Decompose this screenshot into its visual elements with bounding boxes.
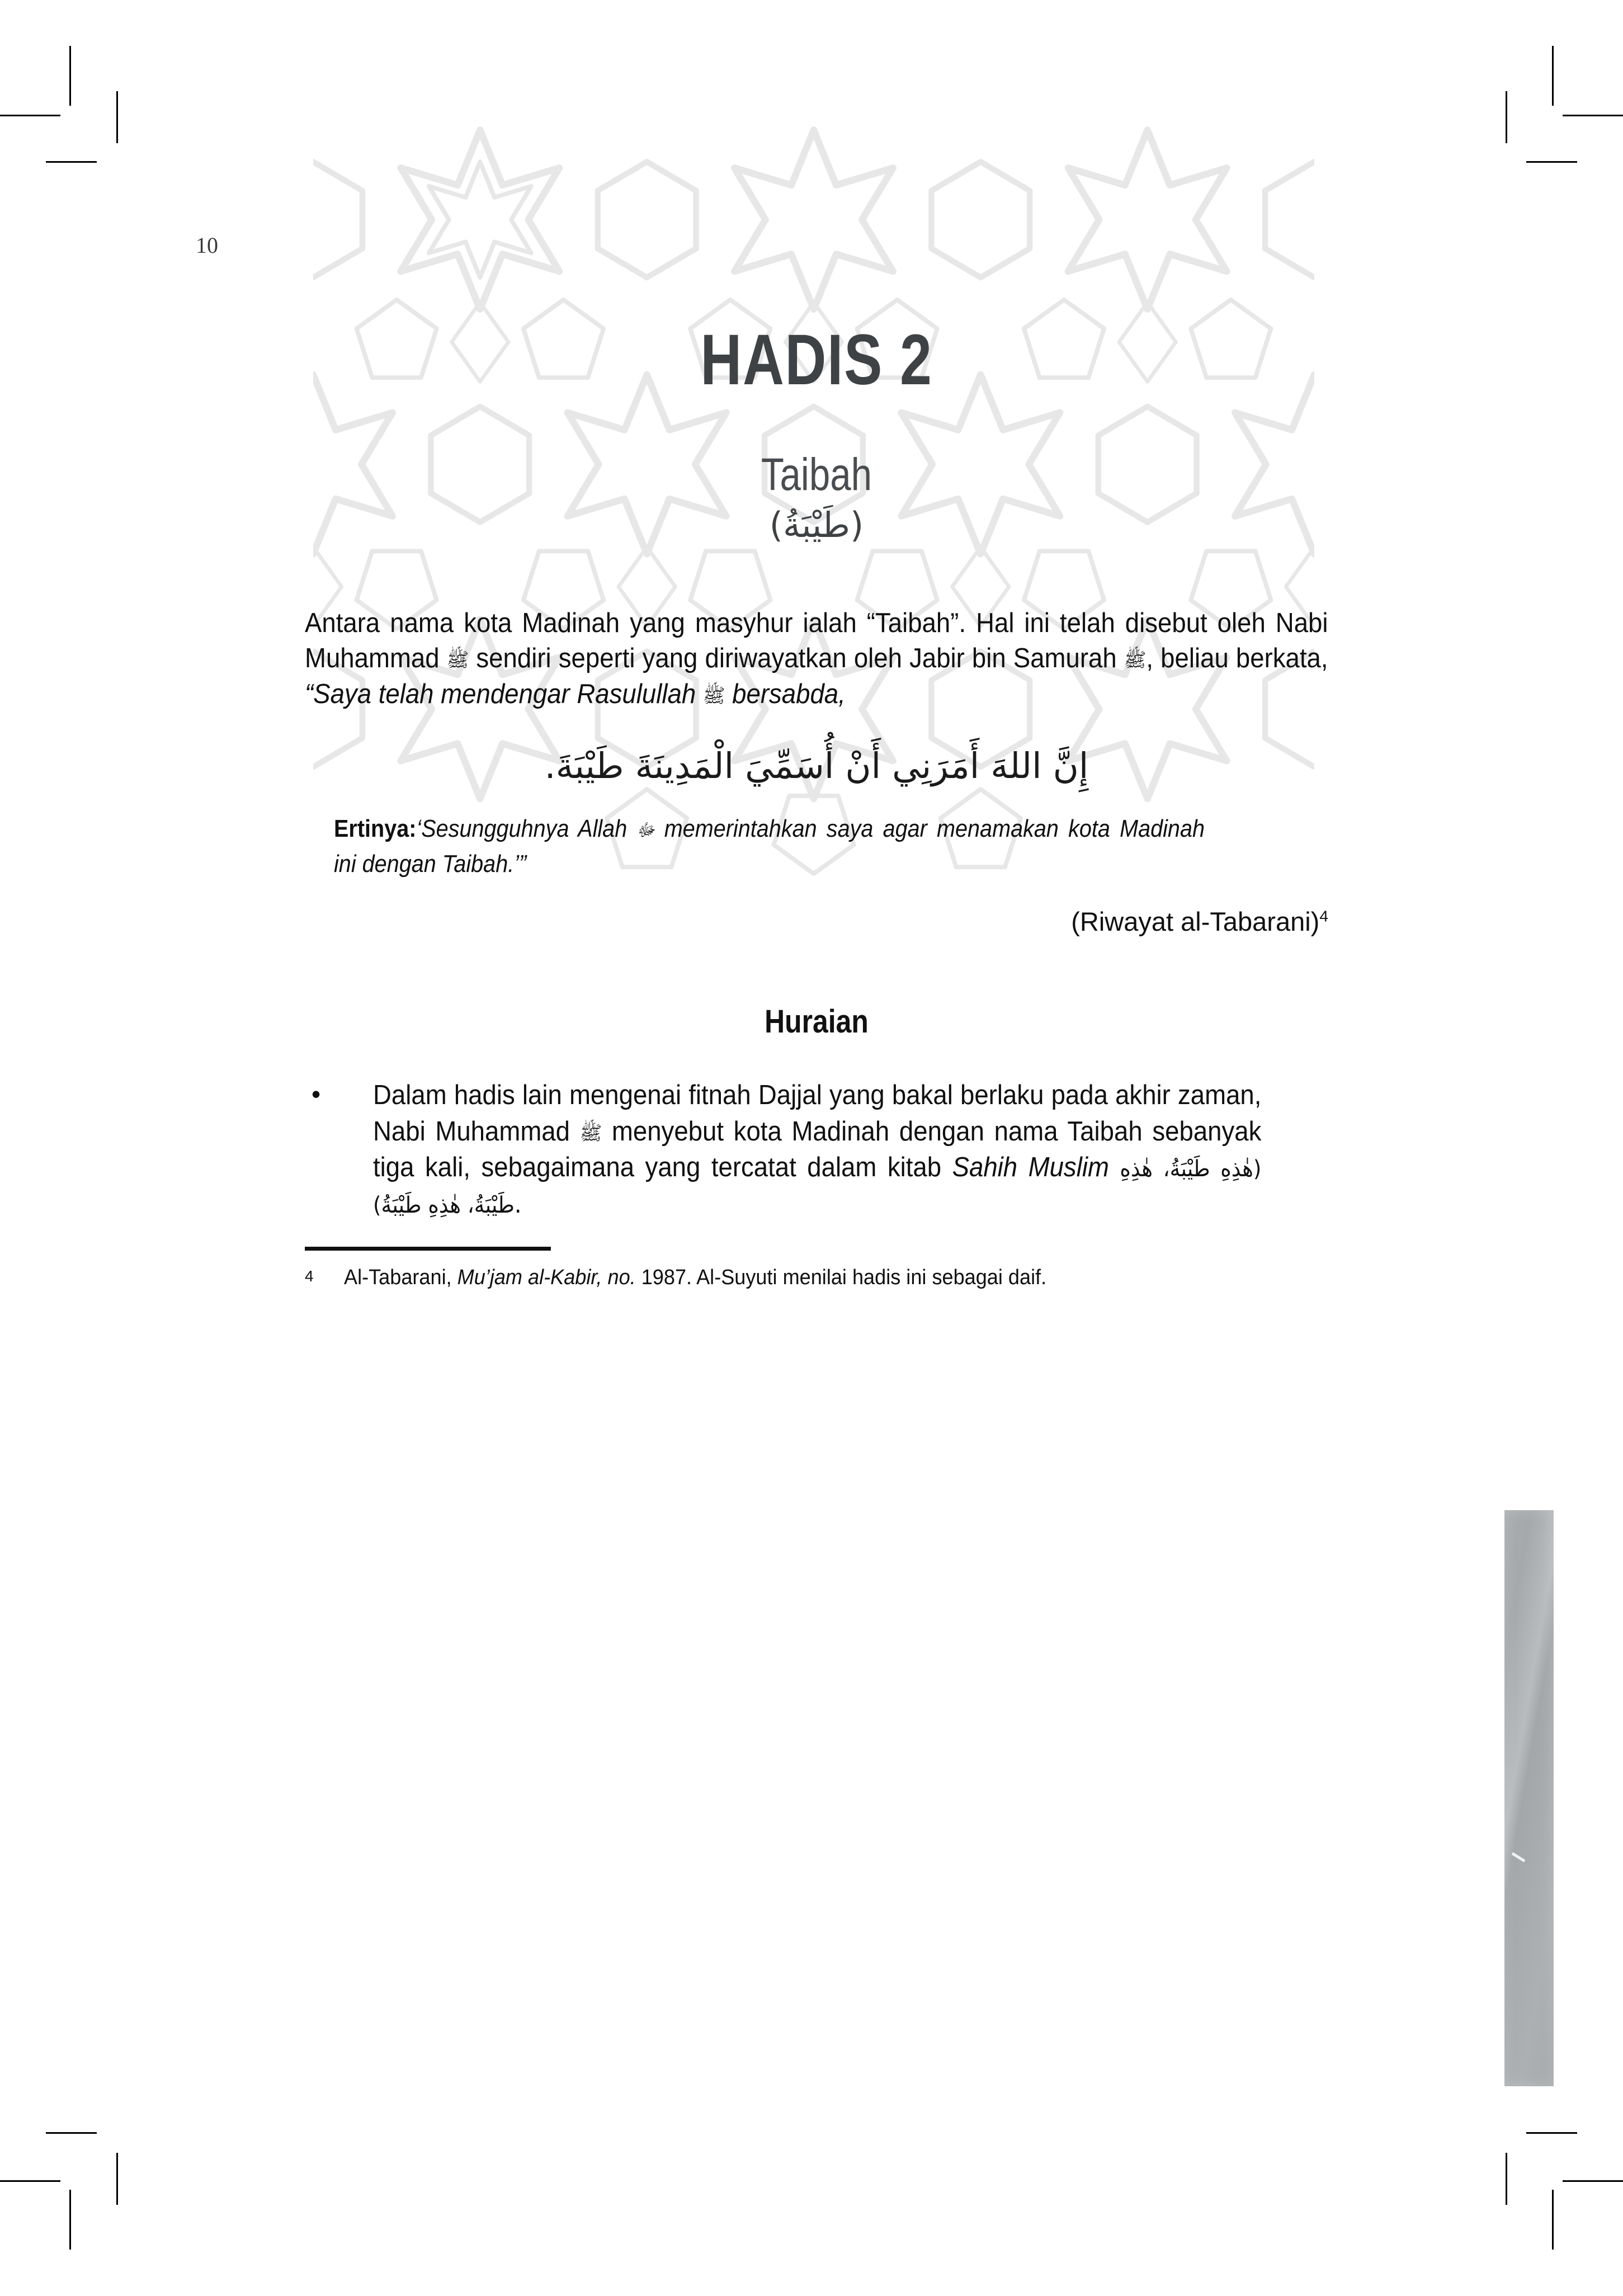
footnote-reference: 4 bbox=[1319, 907, 1328, 925]
crop-mark-icon bbox=[1563, 2180, 1623, 2182]
sallallahu-alayhi-wasallam-icon: ﷺ bbox=[702, 684, 725, 708]
translation-label: Ertinya: bbox=[334, 815, 417, 843]
intro-quote-2: bersabda, bbox=[725, 678, 846, 709]
jalla-jalaluhu-icon: ﷻ bbox=[636, 820, 655, 841]
crop-mark-icon bbox=[0, 2180, 60, 2182]
crop-mark-icon bbox=[1563, 115, 1623, 116]
intro-text-2: sendiri seperti yang diriwayatkan oleh Jabir bin Samurah bbox=[469, 643, 1124, 674]
crop-mark-icon bbox=[46, 161, 97, 163]
translation-text-2: memerintahkan saya agar menamakan kota Madinah ini dengan Taibah.’” bbox=[334, 815, 1205, 878]
sallallahu-alayhi-wasallam-icon: ﷺ bbox=[446, 648, 469, 672]
radiyallahu-anhu-icon: ﷺ bbox=[1124, 648, 1147, 672]
page-number: 10 bbox=[196, 233, 218, 258]
footnote-separator bbox=[305, 1247, 551, 1251]
translation-text-1: ‘Sesungguhnya Allah bbox=[416, 815, 637, 843]
footnote-text bbox=[344, 1264, 1279, 1291]
sallallahu-alayhi-wasallam-icon: ﷺ bbox=[579, 1121, 602, 1145]
crop-mark-icon bbox=[1506, 91, 1507, 143]
page-content bbox=[305, 0, 1328, 1291]
attribution-text: (Riwayat al-Tabarani) bbox=[1071, 907, 1320, 936]
footnote-text-1: Al-Tabarani, bbox=[344, 1265, 457, 1289]
bullet-dot-icon: • bbox=[312, 1079, 321, 1109]
footnote-number: 4 bbox=[305, 1267, 314, 1285]
scan-strip-artifact bbox=[1504, 1510, 1554, 2086]
crop-mark-icon bbox=[1526, 161, 1577, 163]
subtitle-latin: Taibah bbox=[761, 449, 872, 500]
translation-paragraph bbox=[334, 812, 1205, 881]
bullet-text-4: . bbox=[514, 1189, 522, 1219]
kitab-title: Sahih Muslim bbox=[952, 1152, 1109, 1183]
crop-mark-icon bbox=[116, 91, 118, 143]
hadith-attribution bbox=[305, 906, 1328, 937]
list-item bbox=[305, 1077, 1328, 1222]
footnote bbox=[305, 1264, 1328, 1291]
crop-mark-icon bbox=[46, 2132, 97, 2134]
intro-text-3: , beliau berkata, bbox=[1146, 643, 1328, 674]
huraian-bullet-list bbox=[305, 1077, 1328, 1222]
bullet-arabic-inline: (هٰذِهِ طَيْبَةُ، هٰذِهِ طَيْبَةُ، هٰذِهِ طَيْبَةُ) bbox=[373, 1156, 1262, 1219]
crop-mark-icon bbox=[69, 2190, 71, 2250]
hadith-arabic-text: إِنَّ اللهَ أَمَرَنِي أَنْ أُسَمِّيَ الْمَدِينَةَ طَيْبَةَ. bbox=[544, 745, 1089, 786]
crop-mark-icon bbox=[69, 46, 71, 106]
crop-mark-icon bbox=[1552, 2190, 1554, 2250]
bullet-text-2: menyebut kota Madinah dengan nama Taibah sebanyak tiga kali, sebagaimana yang tercatat dalam kitab bbox=[373, 1116, 1262, 1183]
crop-mark-icon bbox=[1552, 46, 1554, 106]
footnote-text-2: 1987. Al-Suyuti menilai hadis ini sebagai daif. bbox=[635, 1265, 1047, 1289]
crop-mark-icon bbox=[1506, 2153, 1507, 2205]
crop-mark-icon bbox=[0, 115, 60, 116]
title-block bbox=[305, 0, 1328, 547]
crop-mark-icon bbox=[116, 2153, 118, 2205]
intro-text-1: Antara nama kota Madinah yang masyhur ialah “Taibah”. Hal ini telah disebut oleh Nabi Muhammad bbox=[305, 607, 1328, 674]
section-heading-huraian: Huraian bbox=[765, 1003, 869, 1040]
bullet-text-1: Dalam hadis lain mengenai fitnah Dajjal yang bakal berlaku pada akhir zaman, Nabi Muhammad bbox=[373, 1080, 1262, 1147]
footnote-source-italic: Mu’jam al-Kabir, no. bbox=[457, 1265, 636, 1289]
intro-paragraph bbox=[305, 606, 1328, 713]
bullet-text-3 bbox=[1109, 1152, 1120, 1182]
page-title: HADIS 2 bbox=[700, 320, 933, 400]
subtitle-arabic: (طَيْبَةُ) bbox=[769, 505, 864, 545]
list-item-text bbox=[373, 1077, 1261, 1222]
crop-mark-icon bbox=[1526, 2132, 1577, 2134]
intro-quote-1: “Saya telah mendengar Rasulullah bbox=[305, 678, 703, 709]
